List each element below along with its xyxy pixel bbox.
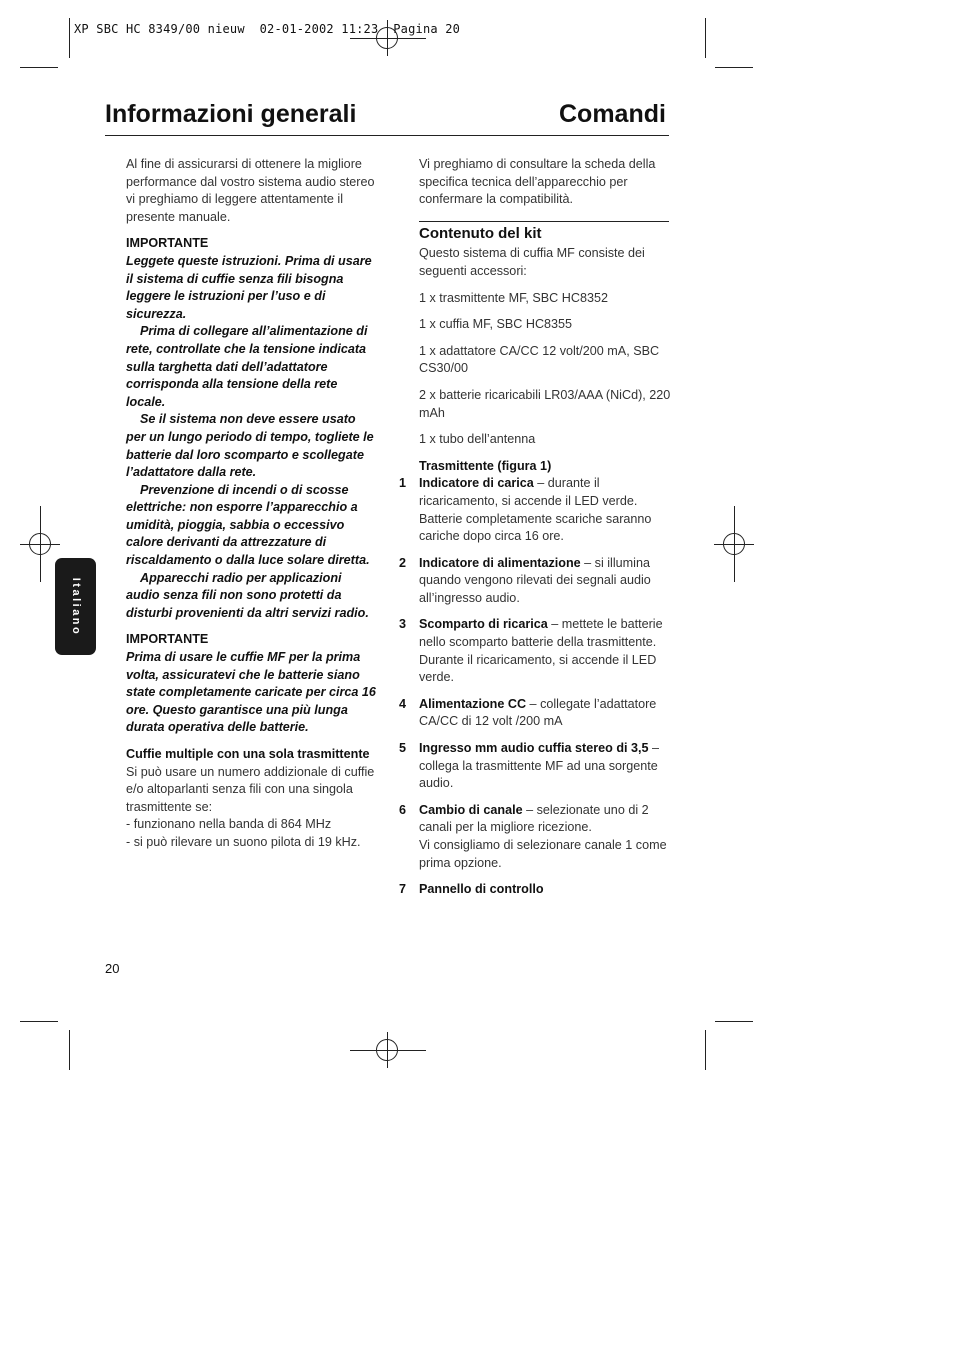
item-number: 5: [399, 741, 407, 756]
page-title-left: Informazioni generali: [105, 100, 357, 128]
transmitter-item: [399, 555, 671, 608]
right-column: [399, 156, 671, 899]
left-column: [126, 156, 378, 852]
item-label: Ingresso mm audio cuffia stereo di 3,5: [419, 741, 649, 756]
item-text: – si illumina quando vengono rilevati dei segnali audio all’ingresso audio.: [419, 555, 651, 605]
item-number: 3: [399, 617, 407, 632]
item-extra-text: Vi consigliamo di selezionare canale 1 come prima opzione.: [419, 838, 667, 870]
item-label: Cambio di canale: [419, 802, 523, 817]
crop-mark: [715, 67, 753, 68]
item-number: 7: [399, 882, 407, 897]
crop-mark: [20, 67, 58, 68]
registration-mark: [376, 1039, 398, 1061]
item-label: Indicatore di carica: [419, 476, 534, 491]
transmitter-item: [399, 881, 671, 899]
registration-mark: [29, 533, 51, 555]
page-number: 20: [105, 961, 120, 976]
item-text: – collega la trasmittente MF ad una sorgente audio.: [419, 741, 660, 791]
item-number: 2: [399, 555, 407, 570]
kit-heading: Contenuto del kit: [419, 224, 542, 242]
kit-item: 1 x cuffia MF, SBC HC8355: [419, 317, 573, 332]
important-paragraph: Prevenzione di incendi o di scosse elettriche: non esporre l’apparecchio a umidità, pioggia, sabbia o eccessivo calore derivanti da attrezzature di riscaldamento o dalla luce solare diretta.: [126, 482, 370, 568]
kit-item: 1 x adattatore CA/CC 12 volt/200 mA, SBC CS30/00: [419, 343, 660, 376]
item-text: – mettete le batterie nello scomparto batterie della trasmittente. Durante il ricaricamento, si accende il LED verde.: [419, 617, 663, 685]
item-label: Indicatore di alimentazione: [419, 555, 581, 570]
item-text: – selezionate uno di 2 canali per la migliore ricezione.: [419, 802, 649, 835]
kit-item: 1 x tubo dell’antenna: [419, 432, 536, 447]
important-paragraph: Apparecchi radio per applicazioni audio senza fili non sono protetti da disturbi provenienti da altri servizi radio.: [126, 570, 369, 620]
registration-mark: [723, 533, 745, 555]
page-title-right: Comandi: [559, 100, 666, 128]
language-tab-label: Italiano: [69, 577, 82, 636]
compat-text: Vi preghiamo di consultare la scheda della specifica tecnica dell’apparecchio per confermare la compatibilità.: [419, 157, 656, 207]
multi-bullet: - funzionano nella banda di 864 MHz: [126, 817, 332, 832]
multi-heading: Cuffie multiple con una sola trasmittente: [126, 747, 370, 761]
crop-mark: [715, 1021, 753, 1022]
print-header: XP SBC HC 8349/00 nieuw 02-01-2002 11:23 Pagina 20: [74, 22, 461, 36]
intro-text: Al fine di assicurarsi di ottenere la migliore performance dal vostro sistema audio stereo vi preghiamo di leggere attentamente il presente manuale.: [126, 157, 375, 224]
item-number: 1: [399, 476, 407, 491]
item-label: Pannello di controllo: [419, 882, 544, 897]
crop-mark: [20, 1021, 58, 1022]
important-heading: IMPORTANTE: [126, 236, 209, 251]
item-number: 4: [399, 696, 407, 711]
crop-mark: [69, 18, 70, 58]
crop-mark: [705, 18, 706, 58]
transmitter-heading: Trasmittente (figura 1): [419, 458, 552, 473]
transmitter-item: [399, 802, 671, 872]
important-paragraph: Prima di usare le cuffie MF per la prima volta, assicuratevi che le batterie siano state completamente caricate per circa 16 ore. Questo garantisce una più lunga durata operativa delle batterie.: [126, 650, 376, 735]
item-text: – durante il ricaricamento, si accende il LED verde. Batterie completamente scariche saranno cariche dopo circa 16 ore.: [419, 476, 652, 544]
crop-mark: [69, 1030, 70, 1070]
important-heading: IMPORTANTE: [126, 632, 209, 647]
language-tab: [55, 558, 96, 655]
important-paragraph: Prima di collegare all’alimentazione di rete, controllate che la tensione indicata sulla targhetta dati dell’adattatore corrisponda alla tensione della rete locale.: [126, 324, 368, 409]
kit-item: 2 x batterie ricaricabili LR03/AAA (NiCd), 220 mAh: [419, 387, 671, 420]
crop-mark: [705, 1030, 706, 1070]
kit-intro: Questo sistema di cuffia MF consiste dei seguenti accessori:: [419, 246, 645, 278]
transmitter-item: [399, 696, 671, 731]
transmitter-item: [399, 475, 671, 545]
multi-text: Si può usare un numero addizionale di cuffie e/o altoparlanti senza fili con una singola trasmittente se:: [126, 764, 375, 814]
section-rule: [419, 221, 669, 222]
multi-bullet: - si può rilevare un suono pilota di 19 kHz.: [126, 834, 361, 849]
title-rule: [105, 135, 669, 136]
kit-item: 1 x trasmittente MF, SBC HC8352: [419, 290, 608, 305]
transmitter-item: [399, 616, 671, 686]
important-paragraph: Leggete queste istruzioni. Prima di usare il sistema di cuffie senza fili bisogna leggere le istruzioni per l’uso e di sicurezza.: [126, 253, 372, 321]
item-label: Alimentazione CC: [419, 696, 527, 711]
important-paragraph: Se il sistema non deve essere usato per un lungo periodo di tempo, togliete le batterie dal loro scomparto e scollegate l’adattatore dalla rete.: [126, 412, 374, 480]
item-text: – collegate l’adattatore CA/CC di 12 volt /200 mA: [419, 696, 657, 729]
item-number: 6: [399, 802, 407, 817]
transmitter-item: [399, 740, 671, 793]
item-label: Scomparto di ricarica: [419, 617, 548, 632]
